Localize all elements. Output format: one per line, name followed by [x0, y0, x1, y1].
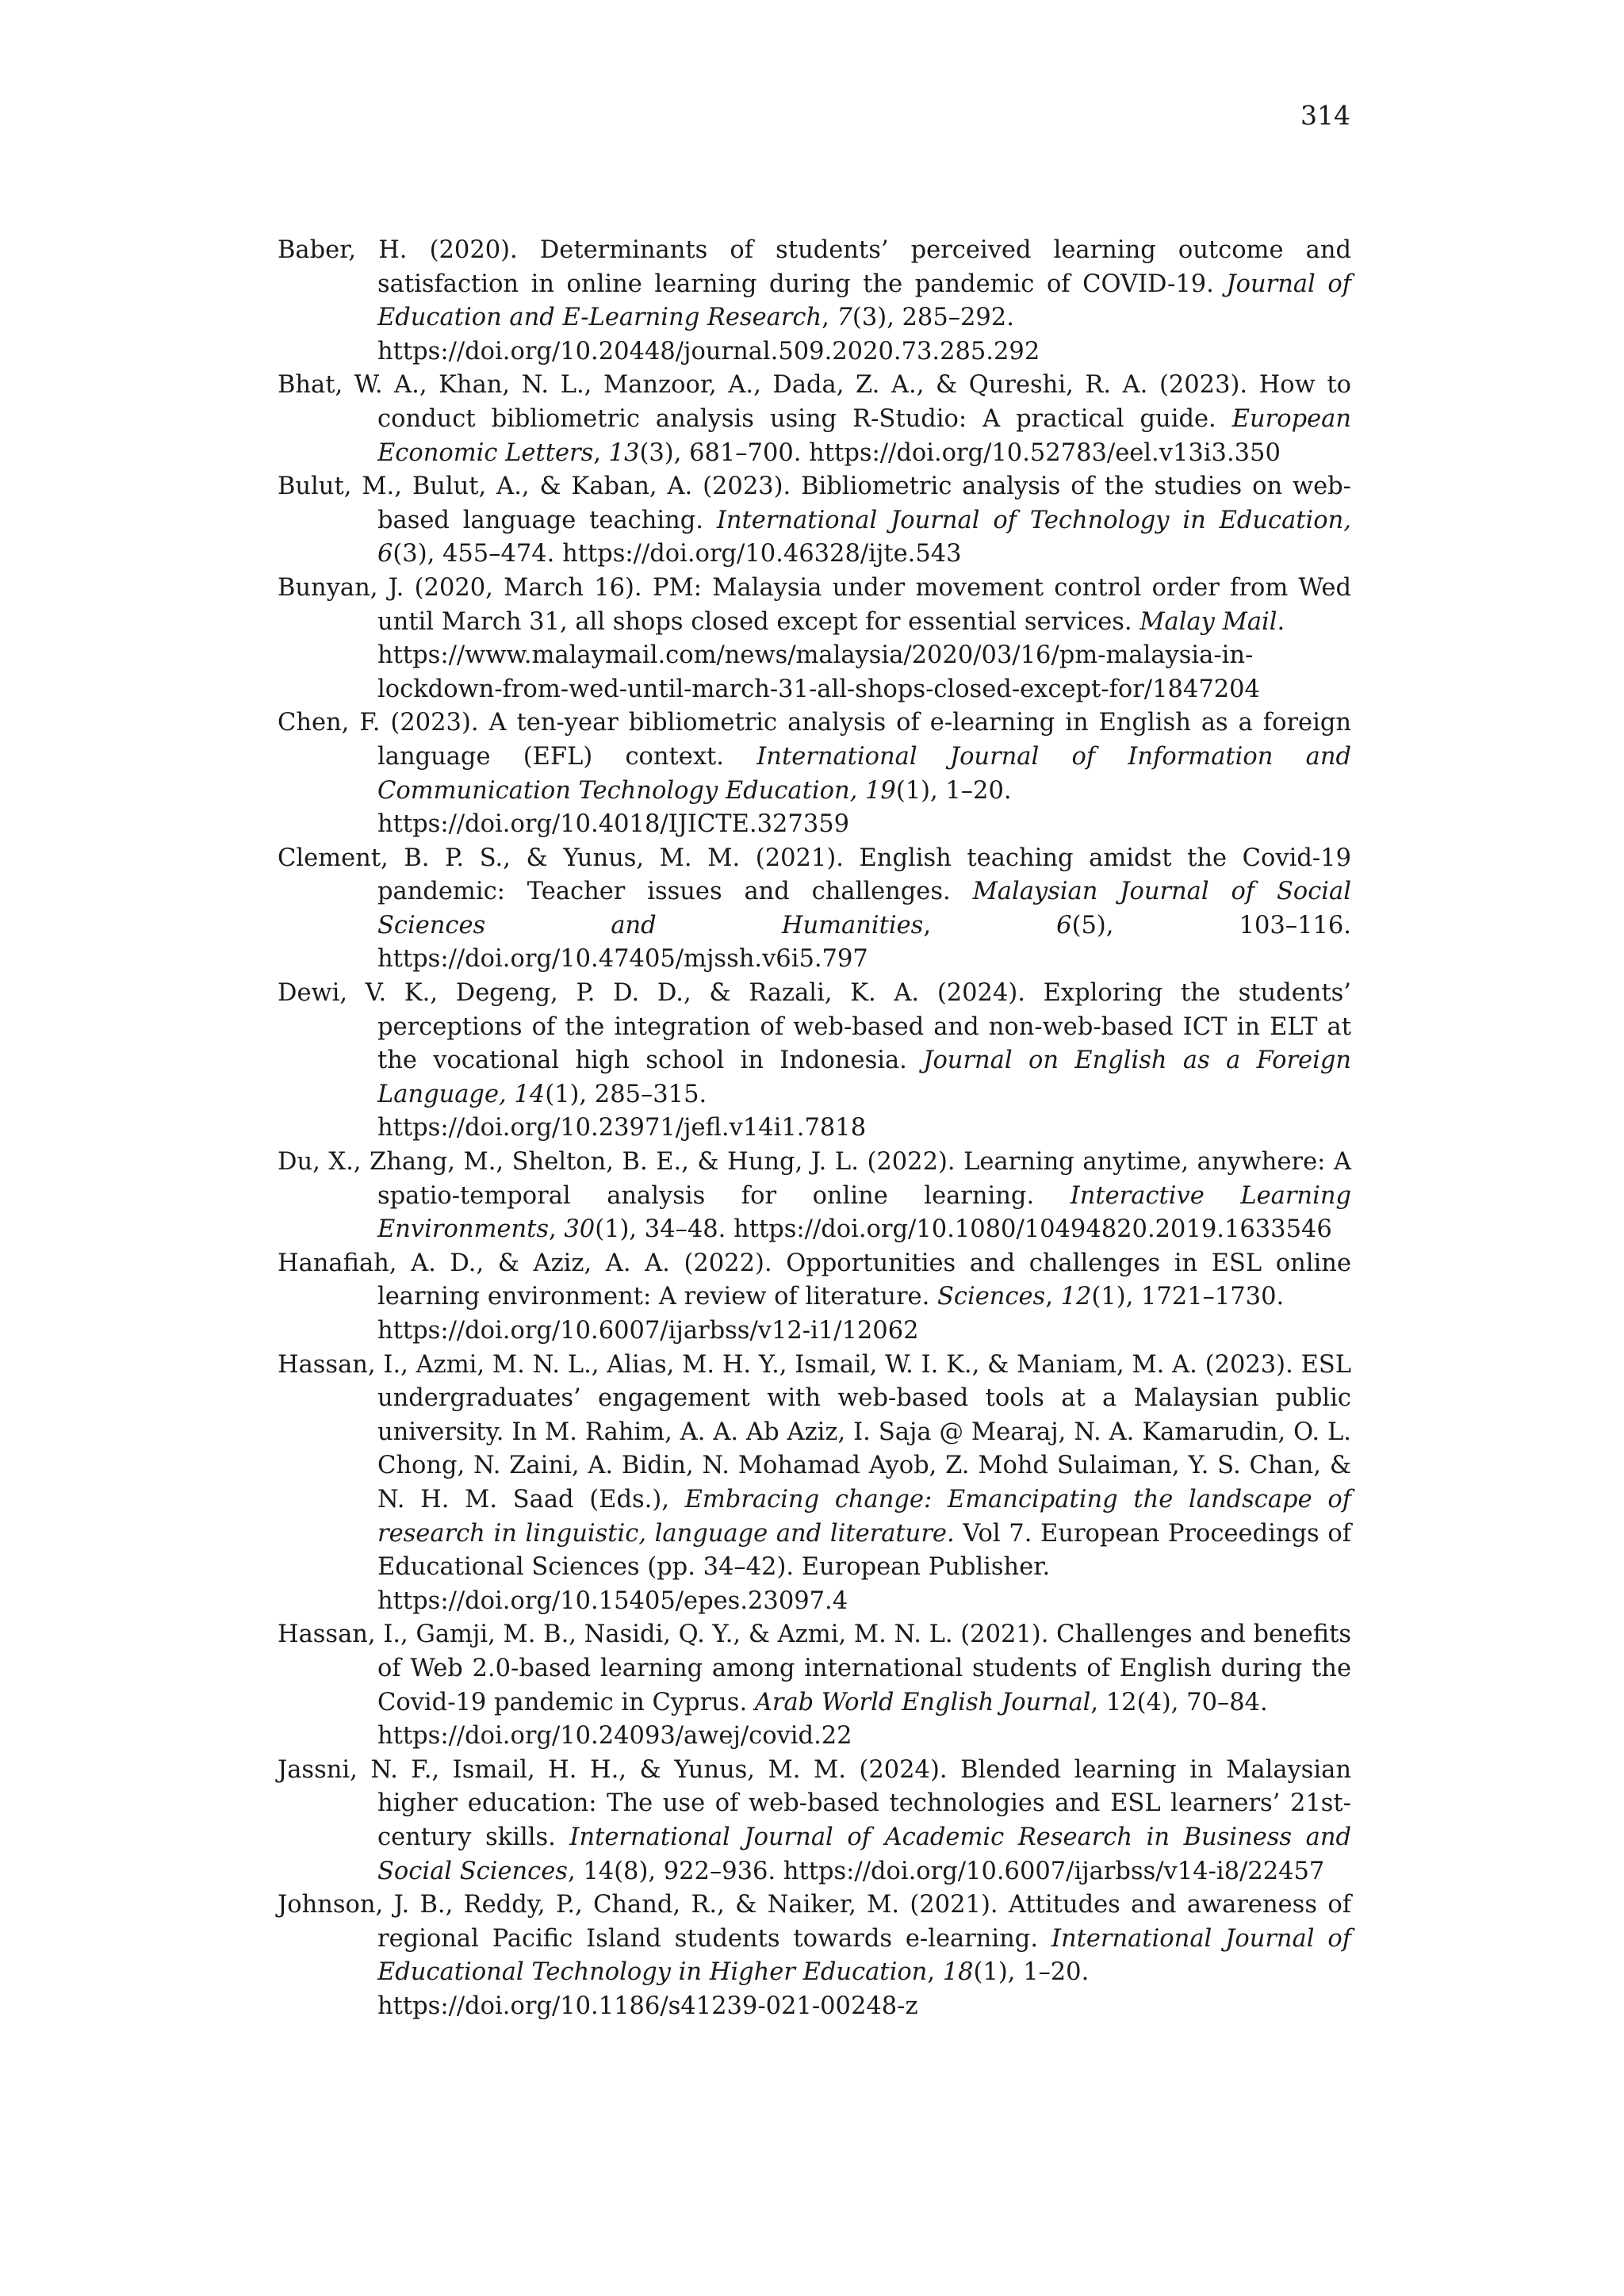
- reference-volume: 12: [1060, 1283, 1092, 1311]
- reference-title: Blended learning in Malaysian higher education: The use of web-based technologies and ESL learners’ 21st-century skills.: [377, 1755, 1351, 1851]
- reference-title: PM: Malaysia under movement control order from Wed until March 31, all shops closed except for essential services.: [377, 573, 1351, 636]
- reference-doi-link[interactable]: https://doi.org/10.24093/awej/covid.22: [377, 1722, 852, 1751]
- reference-source: Malaysian Journal of Social Sciences and Humanities: [377, 878, 1351, 939]
- reference-title: Attitudes and awareness of regional Pacific Island students towards e-learning.: [377, 1891, 1351, 1953]
- reference-title: Opportunities and challenges in ESL online learning environment: A review of literature.: [377, 1249, 1351, 1311]
- reference-after-source: .: [1277, 607, 1285, 636]
- reference-doi-link[interactable]: https://www.malaymail.com/news/malaysia/2020/03/16/pm-malaysia-in-lockdown-from-wed-until-march-31-all-shops-closed-except-for/1847204: [377, 641, 1260, 703]
- page-number: 314: [1300, 100, 1350, 131]
- reference-entry: [278, 1888, 1351, 2023]
- reference-issue-pages: (1), 1–20.: [895, 776, 1012, 805]
- reference-entry: [278, 842, 1351, 977]
- reference-issue-pages: (1), 34–48.: [595, 1215, 734, 1244]
- reference-title: Bibliometric analysis of the studies on web-based language teaching.: [377, 473, 1351, 534]
- reference-entry: [278, 470, 1351, 572]
- reference-doi-link[interactable]: https://doi.org/10.46328/ijte.543: [562, 540, 962, 568]
- reference-volume: 6: [377, 540, 393, 568]
- reference-after-source: ,: [593, 438, 609, 467]
- reference-entry: [278, 369, 1351, 470]
- reference-doi-link[interactable]: https://doi.org/10.20448/journal.509.2020.73.285.292: [377, 337, 1040, 365]
- reference-after-source: ,: [549, 1215, 565, 1244]
- reference-authors-date: Chen, F. (2023).: [278, 709, 489, 737]
- reference-title: Learning anytime, anywhere: A spatio-temporal analysis for online learning.: [377, 1148, 1351, 1210]
- reference-issue-pages: (1), 1–20.: [973, 1958, 1090, 1987]
- reference-volume: 18: [942, 1958, 974, 1987]
- reference-volume: 30: [564, 1215, 596, 1244]
- reference-issue-pages: (3), 455–474.: [393, 540, 563, 568]
- reference-authors-date: Hassan, I., Gamji, M. B., Nasidi, Q. Y., & Azmi, M. N. L. (2021).: [278, 1621, 1057, 1649]
- reference-title: Challenges and benefits of Web 2.0-based learning among international students of English during the Covid-19 pandemic in Cyprus.: [377, 1621, 1351, 1716]
- reference-entry: [278, 706, 1351, 841]
- reference-volume: 19: [865, 776, 896, 805]
- reference-doi-link[interactable]: https://doi.org/10.23971/jefl.v14i1.7818: [377, 1114, 867, 1142]
- reference-authors-date: Du, X., Zhang, M., Shelton, B. E., & Hung, J. L. (2022).: [278, 1148, 964, 1177]
- reference-source: Embracing change: Emancipating the landscape of research in linguistic, language and literature.: [377, 1485, 1351, 1548]
- reference-title: Determinants of students’ perceived learning outcome and satisfaction in online learning during the pandemic of COVID-19.: [377, 236, 1351, 298]
- reference-after-source: , 12(4), 70–84.: [1090, 1688, 1268, 1716]
- reference-after-source: ,: [822, 304, 837, 332]
- reference-authors-date: Bunyan, J. (2020, March 16).: [278, 573, 653, 602]
- reference-issue-pages: (1), 285–315.: [545, 1080, 707, 1108]
- reference-source: Malay Mail: [1139, 607, 1277, 636]
- reference-entry: [278, 1349, 1351, 1619]
- reference-title: ESL undergraduates’ engagement with web-based tools at a Malaysian public university. In M. Rahim, A. A. Ab Aziz, I. Saja @ Mearaj, N. A. Kamarudin, O. L. Chong, N. Zaini, A. Bidin, N. Mohamad Ayob, Z. Mohd Sulaiman, Y. S. Chan, & N. H. M. Saad (Eds.),: [377, 1350, 1351, 1513]
- reference-source: Interactive Learning Environments: [377, 1181, 1351, 1244]
- reference-issue-pages: (1), 1721–1730.: [1091, 1283, 1285, 1311]
- reference-authors-date: Bhat, W. A., Khan, N. L., Manzoor, A., Dada, Z. A., & Qureshi, R. A. (2023).: [278, 371, 1259, 400]
- reference-authors-date: Hanafiah, A. D., & Aziz, A. A. (2022).: [278, 1249, 787, 1277]
- reference-source: International Journal of Information and Communication Technology Education,: [377, 742, 1351, 805]
- reference-source: Journal of Education and E-Learning Research: [377, 270, 1351, 332]
- reference-doi-link[interactable]: https://doi.org/10.1080/10494820.2019.1633546: [733, 1215, 1332, 1244]
- reference-entry: [278, 1754, 1351, 1888]
- reference-doi-link[interactable]: https://doi.org/10.4018/IJICTE.327359: [377, 810, 850, 839]
- reference-source: International Journal of Educational Technology in Higher Education: [377, 1924, 1351, 1987]
- reference-authors-date: Bulut, M., Bulut, A., & Kaban, A. (2023).: [278, 473, 802, 501]
- reference-after-source: ,: [1045, 1283, 1061, 1311]
- reference-source: Arab World English Journal: [754, 1688, 1091, 1716]
- reference-entry: [278, 572, 1351, 706]
- reference-doi-link[interactable]: https://doi.org/10.6007/ijarbss/v14-i8/22457: [783, 1857, 1325, 1885]
- reference-entry: [278, 234, 1351, 369]
- reference-authors-date: Jassni, N. F., Ismail, H. H., & Yunus, M. M. (2024).: [278, 1755, 961, 1784]
- reference-title: Exploring the students’ perceptions of the integration of web-based and non-web-based ICT in ELT at the vocational high school in Indonesia.: [377, 979, 1351, 1075]
- reference-doi-link[interactable]: https://doi.org/10.47405/mjssh.v6i5.797: [377, 945, 868, 974]
- reference-title: A ten-year bibliometric analysis of e-learning in English as a foreign language (EFL) context.: [377, 709, 1351, 771]
- reference-volume: 13: [608, 438, 640, 467]
- reference-title: English teaching amidst the Covid-19 pandemic: Teacher issues and challenges.: [377, 844, 1351, 906]
- reference-entry: [278, 1618, 1351, 1753]
- reference-volume: 7: [837, 304, 852, 332]
- reference-doi-link[interactable]: https://doi.org/10.1186/s41239-021-00248-z: [377, 1992, 918, 2020]
- reference-authors-date: Hassan, I., Azmi, M. N. L., Alias, M. H. Y., Ismail, W. I. K., & Maniam, M. A. (2023).: [278, 1350, 1301, 1379]
- reference-entry: [278, 1146, 1351, 1247]
- reference-doi-link[interactable]: https://doi.org/10.52783/eel.v13i3.350: [809, 438, 1281, 467]
- reference-source: International Journal of Technology in Education,: [716, 506, 1351, 534]
- reference-authors-date: Johnson, J. B., Reddy, P., Chand, R., & Naiker, M. (2021).: [278, 1891, 1009, 1919]
- reference-issue-pages: (3), 285–292.: [852, 304, 1014, 332]
- reference-source: Sciences: [936, 1283, 1046, 1311]
- reference-source: Journal on English as a Foreign Language,: [377, 1047, 1352, 1108]
- reference-source: International Journal of Academic Research in Business and Social Sciences: [377, 1823, 1352, 1885]
- reference-doi-link[interactable]: https://doi.org/10.6007/ijarbss/v12-i1/12062: [377, 1317, 919, 1345]
- reference-entry: [278, 977, 1351, 1146]
- reference-list: [278, 234, 1351, 2023]
- reference-title: How to conduct bibliometric analysis using R-Studio: A practical guide.: [377, 371, 1351, 433]
- reference-volume: 14: [514, 1080, 546, 1108]
- reference-source: European Economic Letters: [377, 404, 1351, 467]
- reference-volume: 6: [1056, 911, 1072, 939]
- reference-authors-date: Dewi, V. K., Degeng, P. D. D., & Razali, K. A. (2024).: [278, 979, 1044, 1008]
- reference-doi-link[interactable]: https://doi.org/10.15405/epes.23097.4: [377, 1586, 848, 1615]
- reference-after-source: ,: [923, 911, 1057, 939]
- reference-after-source: , 14(8), 922–936.: [567, 1857, 783, 1885]
- reference-after-source: ,: [927, 1958, 943, 1987]
- reference-issue-pages: (5), 103–116.: [1071, 911, 1351, 939]
- reference-after-source: Vol 7. European Proceedings of Educational Sciences (pp. 34–42). European Publisher.: [377, 1519, 1351, 1582]
- reference-authors-date: Baber, H. (2020).: [278, 236, 540, 264]
- reference-issue-pages: (3), 681–700.: [639, 438, 810, 467]
- reference-entry: [278, 1247, 1351, 1349]
- reference-authors-date: Clement, B. P. S., & Yunus, M. M. (2021).: [278, 844, 860, 872]
